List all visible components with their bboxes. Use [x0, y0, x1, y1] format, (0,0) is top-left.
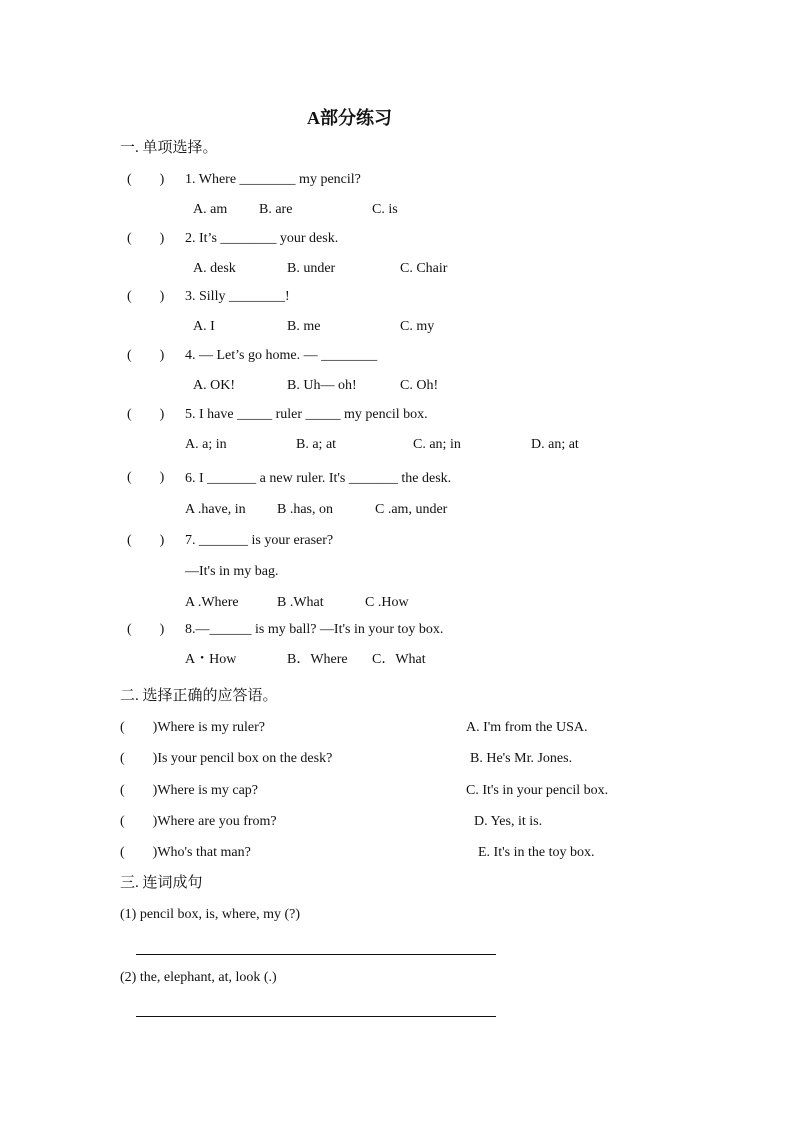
match-question-3: ( )Where is my cap?	[120, 783, 258, 798]
sentence-item-1: (1) pencil box, is, where, my (?)	[120, 907, 300, 922]
q7-text: 7. _______ is your eraser?	[185, 533, 334, 548]
match-answer-c: C. It's in your pencil box.	[466, 783, 609, 798]
q2-option-b: B. under	[287, 261, 336, 276]
answer-line-1[interactable]	[136, 954, 496, 955]
q4-option-b: B. Uh— oh!	[287, 378, 357, 393]
q5-bracket: ( )	[127, 407, 165, 422]
q8-option-a: A・How	[185, 652, 237, 667]
q6-option-a: A .have, in	[185, 502, 246, 517]
q5-option-d: D. an; at	[531, 437, 579, 452]
match-question-1: ( )Where is my ruler?	[120, 720, 265, 735]
q3-text: 3. Silly ________!	[185, 289, 290, 304]
q3-option-c: C. my	[400, 319, 435, 334]
q7-answer: —It's in my bag.	[185, 564, 279, 579]
sentence-item-2: (2) the, elephant, at, look (.)	[120, 970, 277, 985]
match-question-5: ( )Who's that man?	[120, 845, 251, 860]
match-answer-d: D. Yes, it is.	[474, 814, 543, 829]
q5-option-a: A. a; in	[185, 437, 227, 452]
q2-bracket: ( )	[127, 231, 165, 246]
q8-option-c: C．What	[372, 652, 426, 667]
q1-option-b: B. are	[259, 202, 293, 217]
q7-bracket: ( )	[127, 533, 165, 548]
match-question-2: ( )Is your pencil box on the desk?	[120, 751, 333, 766]
section-3-heading: 三. 连词成句	[120, 875, 203, 891]
match-answer-b: B. He's Mr. Jones.	[470, 751, 573, 766]
section-1-heading: 一. 单项选择。	[120, 140, 218, 156]
q8-option-b: B．Where	[287, 652, 348, 667]
q7-option-c: C .How	[365, 595, 409, 610]
q8-bracket: ( )	[127, 622, 165, 637]
q3-bracket: ( )	[127, 289, 165, 304]
q3-option-a: A. I	[193, 319, 215, 334]
q6-option-c: C .am, under	[375, 502, 448, 517]
q5-text: 5. I have _____ ruler _____ my pencil box.	[185, 407, 428, 422]
q4-option-c: C. Oh!	[400, 378, 439, 393]
q1-text: 1. Where ________ my pencil?	[185, 172, 361, 187]
page-title: A部分练习	[307, 108, 392, 128]
q7-option-a: A .Where	[185, 595, 239, 610]
q3-option-b: B. me	[287, 319, 321, 334]
q4-bracket: ( )	[127, 348, 165, 363]
q6-bracket: ( )	[127, 470, 165, 485]
q2-text: 2. It’s ________ your desk.	[185, 231, 339, 246]
answer-line-2[interactable]	[136, 1016, 496, 1017]
q2-option-c: C. Chair	[400, 261, 448, 276]
q7-option-b: B .What	[277, 595, 324, 610]
q2-option-a: A. desk	[193, 261, 236, 276]
match-answer-e: E. It's in the toy box.	[478, 845, 595, 860]
q4-text: 4. — Let’s go home. — ________	[185, 348, 378, 363]
match-answer-a: A. I'm from the USA.	[466, 720, 588, 735]
q8-text: 8.—______ is my ball? —It's in your toy box.	[185, 622, 444, 637]
q5-option-c: C. an; in	[413, 437, 461, 452]
section-2-heading: 二. 选择正确的应答语。	[120, 688, 278, 704]
q4-option-a: A. OK!	[193, 378, 235, 393]
q6-option-b: B .has, on	[277, 502, 333, 517]
q5-option-b: B. a; at	[296, 437, 337, 452]
q1-bracket: ( )	[127, 172, 165, 187]
q1-option-a: A. am	[193, 202, 228, 217]
match-question-4: ( )Where are you from?	[120, 814, 277, 829]
q6-text: 6. I _______ a new ruler. It's _______ the desk.	[185, 471, 452, 486]
q1-option-c: C. is	[372, 202, 398, 217]
